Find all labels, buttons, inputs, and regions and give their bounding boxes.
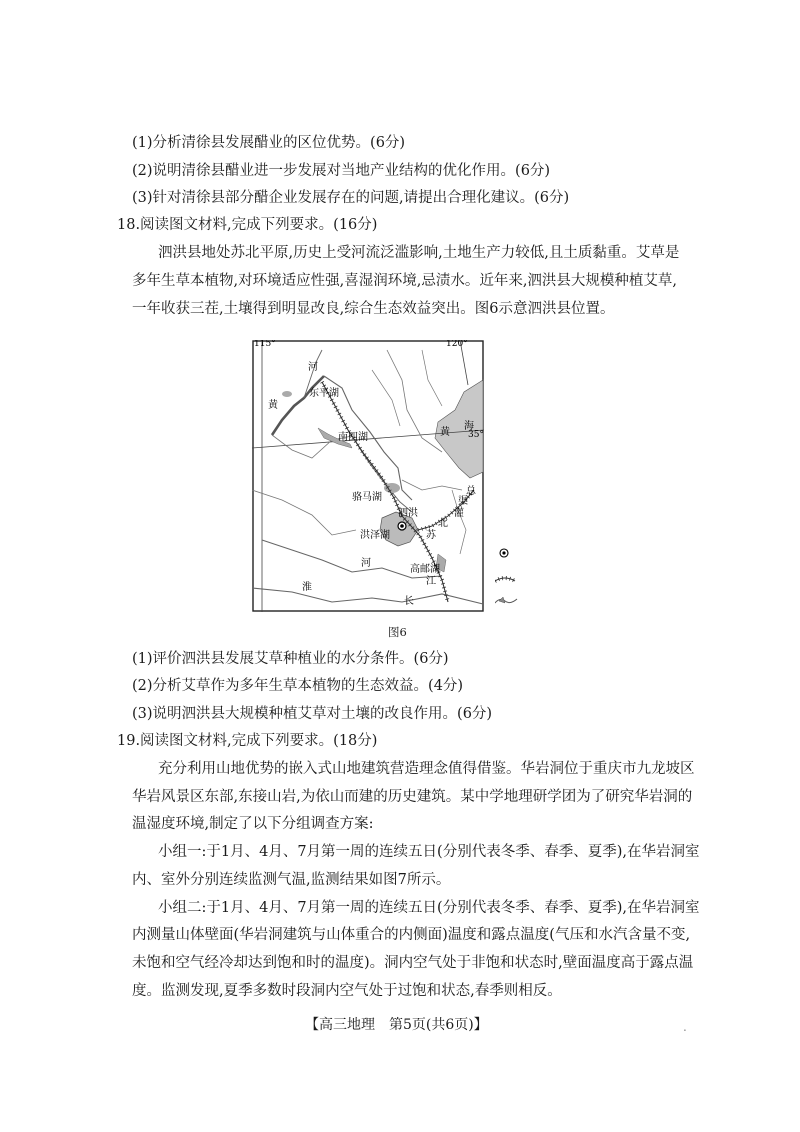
q18-paragraph-line-2: 多年生草本植物,对环境适应性强,喜湿润环境,忌渍水。近年来,泗洪县大规模种植艾草, — [132, 273, 678, 289]
label-he-top: 河 — [308, 362, 318, 373]
label-hongze: 洪泽湖 — [360, 530, 390, 541]
q17-item-1: (1)分析清徐县发展醋业的区位优势。(6分) — [132, 135, 406, 151]
q19-intro-line-3: 温湿度环境,制定了以下分组调查方案: — [132, 816, 374, 832]
page-footer: 【高三地理 第5页(共6页)】 — [305, 1017, 488, 1033]
legend-water-icon — [495, 599, 517, 603]
label-qu: 渠 — [458, 496, 468, 507]
footer-mark: . — [683, 1020, 687, 1034]
label-huang: 黄 — [268, 400, 278, 411]
label-zong: 总 — [466, 486, 476, 497]
q19-intro-line-2: 华岩风景区东部,东接山岩,为依山而建的历史建筑。某中学地理研学团为了研究华岩洞的 — [132, 789, 693, 805]
q18-item-3: (3)说明泗洪县大规模种植艾草对土壤的改良作用。(6分) — [132, 706, 493, 722]
q19-group1-line-2: 内、室外分别连续监测气温,监测结果如图7所示。 — [132, 872, 451, 888]
label-gaoyou: 高邮湖 — [410, 564, 440, 575]
map-frame — [253, 341, 483, 611]
label-sihong: 泗洪 — [398, 508, 418, 519]
q17-item-2: (2)说明清徐县醋业进一步发展对当地产业结构的优化作用。(6分) — [132, 163, 551, 179]
q19-group2-line-3: 未饱和空气经冷却达到饱和时的温度)。洞内空气处于非饱和状态时,壁面温度高于露点温 — [132, 955, 694, 971]
lon-label-115: 115° — [254, 340, 276, 349]
label-nansi: 南四湖 — [338, 432, 368, 443]
q18-paragraph-line-3: 一年收获三茬,土壤得到明显改良,综合生态效益突出。图6示意泗洪县位置。 — [132, 301, 615, 317]
label-huang2: 黄 — [440, 427, 450, 438]
label-jiang: 江 — [426, 576, 436, 587]
q17-item-3: (3)针对清徐县部分醋企业发展存在的问题,请提出合理化建议。(6分) — [132, 190, 570, 206]
label-guan: 灌 — [454, 508, 464, 519]
label-su: 苏 — [426, 530, 436, 541]
q19-heading: 19.阅读图文材料,完成下列要求。(18分) — [117, 733, 378, 749]
label-huai: 淮 — [302, 582, 312, 593]
q19-group2-line-4: 度。监测发现,夏季多数时段洞内空气处于过饱和状态,春季则相反。 — [132, 983, 562, 999]
q19-group2-line-1: 小组二:于1月、4月、7月第一周的连续五日(分别代表冬季、春季、夏季),在华岩洞室 — [158, 900, 700, 916]
q18-heading: 18.阅读图文材料,完成下列要求。(16分) — [117, 217, 378, 233]
label-dongping: 东平湖 — [309, 388, 339, 399]
q18-paragraph-line-1: 泗洪县地处苏北平原,历史上受河流泛滥影响,土地生产力较低,且土质黏重。艾草是 — [158, 245, 680, 261]
map-legend — [495, 545, 575, 615]
sihong-location-map — [252, 340, 484, 612]
q18-item-1: (1)评价泗洪县发展艾草种植业的水分条件。(6分) — [132, 651, 449, 667]
label-chang: 长 — [404, 596, 414, 607]
label-bei: 北 — [438, 518, 448, 529]
lat-label-35: 35° — [468, 430, 484, 440]
dongping-lake-shape — [282, 391, 292, 397]
lon-label-120: 120° — [446, 340, 468, 349]
figure-6-caption: 图6 — [388, 625, 407, 639]
q19-group2-line-2: 内测量山体壁面(华岩洞建筑与山体重合的内侧面)温度和露点温度(气压和水汽含量不变, — [132, 927, 691, 943]
label-hai: 海 — [464, 421, 474, 432]
q19-intro-line-1: 充分利用山地优势的嵌入式山地建筑营造理念值得借鉴。华岩洞位于重庆市九龙坡区 — [158, 761, 695, 777]
q18-item-2: (2)分析艾草作为多年生草本植物的生态效益。(4分) — [132, 678, 464, 694]
label-he-mid: 河 — [361, 558, 371, 569]
q19-group1-line-1: 小组一:于1月、4月、7月第一周的连续五日(分别代表冬季、春季、夏季),在华岩洞室 — [158, 844, 700, 860]
legend-canal-icon — [495, 578, 515, 581]
label-luoma: 骆马湖 — [352, 492, 382, 503]
